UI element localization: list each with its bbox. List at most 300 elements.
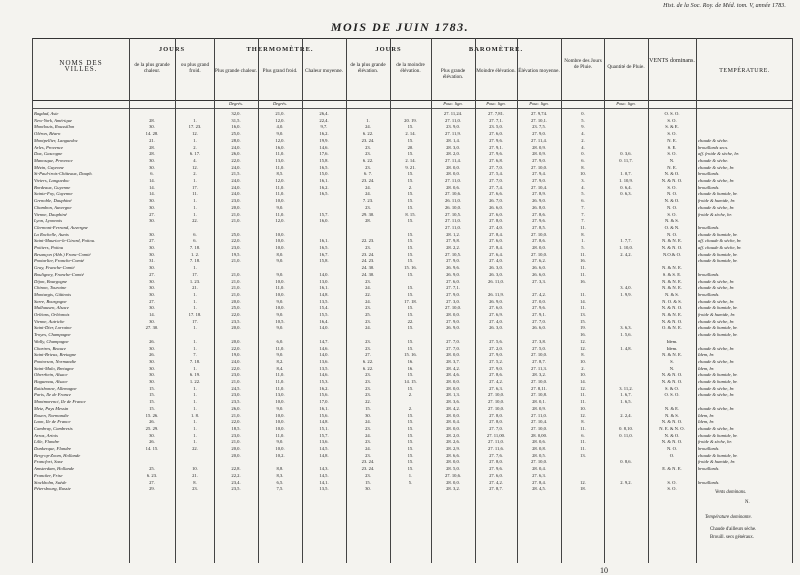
table-cell: 11. — [580, 392, 586, 398]
table-cell: 27. 11,4. — [531, 137, 547, 143]
city-name-cell: Grenoble, Dauphiné — [34, 198, 72, 204]
table-cell: S. & O. — [664, 385, 680, 391]
table-cell: 14,6. — [319, 345, 329, 351]
table-cell: 15,6. — [319, 412, 329, 418]
table-cell: 28. 1,4. — [446, 137, 460, 143]
city-name-cell: Laon, Ile de France — [34, 419, 71, 425]
table-cell: 26. 3,0. — [489, 325, 503, 331]
table-cell: 31,5. — [231, 117, 241, 123]
table-cell: 28. 0,0. — [446, 479, 460, 485]
table-cell: 1. 23. — [189, 278, 201, 284]
table-cell: 22,0. — [231, 345, 241, 351]
table-cell: 15. 26. — [145, 412, 159, 418]
table-cell: 28. 1,3. — [446, 392, 460, 398]
city-name-cell: Oléron, Béarn — [34, 131, 61, 137]
table-cell: 7. — [193, 352, 197, 358]
city-name-cell: Chinon, Touraine — [34, 285, 67, 291]
table-cell: 15,3. — [319, 379, 329, 384]
table-cell: 28. 0,0. — [446, 164, 460, 170]
table-cell: 0. — [581, 151, 585, 157]
table-cell: 26. 6,0. — [532, 325, 546, 331]
table-cell: 16,1. — [319, 285, 329, 291]
table-cell: 19,0. — [231, 352, 241, 358]
table-cell: 23. — [365, 164, 371, 170]
table-cell: 23. 7,5. — [532, 124, 546, 130]
table-cell: chaude & sèche, br. — [698, 345, 735, 351]
table-cell: N. & N. E. — [662, 312, 682, 317]
table-cell: 27. — [149, 479, 155, 485]
table-cell: 3. 6,3. — [620, 325, 632, 331]
table-cell: 24. 30. — [361, 265, 375, 271]
table-cell: 26. 10,0. — [444, 204, 462, 210]
table-cell: 22,8. — [231, 466, 241, 472]
table-cell: 7. 18. — [189, 245, 201, 250]
table-cell: 28. 0,00. — [530, 432, 548, 438]
table-cell: 27. 3,3. — [532, 278, 546, 284]
table-cell: 1. — [193, 137, 197, 143]
table-cell: 1. — [193, 439, 197, 445]
table-cell: 16,1. — [319, 238, 329, 244]
table-cell: 27. 8,9. — [532, 191, 546, 197]
table-cell: 27. 8,0. — [489, 412, 503, 418]
legend-temp-title: Température dominante. — [705, 515, 752, 520]
table-cell: 10,2. — [275, 452, 285, 458]
table-cell: 16,2. — [319, 385, 329, 391]
table-cell: 25,0. — [231, 131, 241, 137]
table-cell: 0. 8,6. — [620, 459, 632, 465]
table-cell: 27. 10,0. — [444, 305, 462, 311]
table-cell: 27. 6,4. — [489, 251, 503, 257]
table-cell: 16,5. — [319, 245, 329, 250]
table-cell: 1. 7,7. — [620, 238, 632, 244]
table-cell: 27. 8,7. — [489, 486, 503, 492]
table-cell: 14. — [149, 191, 155, 197]
table-cell: 27. 7,0. — [532, 318, 546, 324]
table-cell: 30. — [365, 486, 371, 492]
table-cell: 28. 4,2. — [446, 405, 460, 411]
table-cell: 27. 8,6. — [532, 211, 546, 217]
table-cell: 1. 22. — [189, 379, 201, 384]
table-cell: 21,0. — [231, 291, 241, 297]
table-cell: 30. — [149, 164, 155, 170]
table-cell: 15. — [407, 271, 414, 277]
table-cell: 16,7. — [319, 251, 329, 257]
table-cell: 23. — [365, 318, 371, 324]
table-cell: 28. 0,6. — [446, 184, 460, 190]
city-name-cell: Bordeaux, Guyenne — [34, 184, 71, 190]
table-cell: 15. — [407, 218, 414, 224]
table-cell: 28. 3,2. — [446, 486, 460, 492]
table-cell: 30. — [149, 204, 155, 210]
table-cell: N. & N. E. — [662, 238, 682, 244]
table-cell: 26. 3,0. — [489, 265, 503, 271]
table-cell: 20. — [407, 144, 414, 150]
legend-temp-line1: Chaude d'ailleurs sèche. — [710, 527, 757, 532]
table-cell: 15. — [407, 338, 414, 344]
legend-vents-title: Vents dominans. — [715, 490, 747, 495]
table-cell: 12. — [580, 338, 586, 344]
table-cell: 15. 16. — [404, 265, 417, 271]
table-cell: 28. 2,0. — [446, 432, 460, 438]
table-cell: 28,0. — [231, 137, 241, 143]
table-cell: 27. 8,0. — [489, 459, 503, 465]
table-cell: 16,1. — [319, 178, 329, 183]
header-nombre-pluie: Nombre des Jours de Pluie. — [564, 58, 602, 70]
table-cell: 24. 30. — [361, 271, 375, 277]
table-cell: 28. 0,5. — [532, 452, 546, 458]
table-cell: 0. 6,3. — [620, 191, 632, 197]
table-cell: chaude & humide, br. — [698, 305, 738, 311]
table-cell: 15. — [407, 251, 414, 257]
table-cell: S. O. — [667, 117, 677, 123]
table-cell: 5. — [581, 117, 585, 123]
table-cell: 19,5. — [231, 251, 241, 257]
city-name-cell: Pontarlier, Franche-Comté — [34, 258, 85, 264]
table-cell: 4. — [193, 157, 197, 163]
running-head: Hist. de la Soc. Roy. de Méd. tom. V, année 1783. — [663, 3, 786, 9]
table-cell: 27. 10,6. — [444, 472, 462, 478]
table-cell: S. O. — [667, 184, 677, 190]
table-cell: 26. 9,0. — [446, 325, 460, 331]
table-cell: S. O. — [667, 151, 677, 157]
table-cell: S. & E. — [665, 124, 679, 130]
table-cell: 9,7. — [320, 124, 328, 130]
table-cell: 22,4. — [319, 117, 329, 123]
city-name-cell: Saint-Maurice-le-Girard, Poitou. — [34, 238, 96, 244]
table-cell: 10. — [580, 372, 586, 378]
table-cell: 30. — [149, 365, 155, 371]
city-name-cell: Manosque, Provence — [34, 157, 73, 163]
table-cell: aff. froide & sèche, br. — [698, 151, 740, 157]
table-cell: 21,0. — [231, 412, 241, 418]
table-cell: 0. 11,0. — [619, 432, 633, 438]
table-cell: 16,0. — [319, 218, 329, 224]
table-cell: 1. 10,9. — [619, 178, 633, 183]
header-quantite-pluie: Quantité de Pluie. — [607, 64, 645, 70]
table-cell: 17. 18. — [188, 312, 202, 317]
city-name-cell: Montmorenci, Ile de France — [34, 399, 86, 405]
unit-pouces-pluie: Pouc. lign. — [616, 101, 636, 106]
table-cell: 9,0. — [276, 439, 284, 445]
table-cell: 7. — [581, 218, 585, 224]
table-cell: 1. — [193, 305, 197, 311]
table-cell: 11,0. — [275, 164, 285, 170]
table-cell: 27. 5,2. — [489, 358, 503, 364]
table-cell: 4,0. — [276, 124, 284, 130]
table-cell: 1. 8. — [190, 412, 200, 418]
table-cell: chaude & sèche, br. — [698, 164, 735, 170]
table-cell: 24. — [365, 432, 371, 438]
table-cell: 23. — [365, 372, 371, 378]
table-cell: 11. — [580, 439, 586, 445]
table-cell: 26,0. — [231, 405, 241, 411]
table-cell: 14. — [149, 184, 155, 190]
table-cell: 7. — [581, 204, 585, 210]
city-name-cell: Poitiers, Poitou — [34, 245, 64, 250]
table-cell: 30. — [149, 157, 155, 163]
unit-degres: Degrés. — [228, 101, 244, 106]
table-cell: brouillards. — [698, 184, 720, 190]
table-cell: 28. — [149, 144, 155, 150]
table-cell: 6. — [193, 231, 197, 237]
table-cell: 28. 0,0. — [446, 312, 460, 317]
table-cell: E. & N. E. — [662, 466, 682, 472]
table-cell: 14. — [149, 312, 155, 317]
table-cell: aff. chaude & sèche, br. — [698, 238, 742, 244]
table-cell: 14,0. — [319, 271, 329, 277]
table-cell: 22. — [192, 446, 198, 451]
table-cell: 27. 6,8. — [489, 157, 503, 163]
table-cell: 27. 7,0. — [446, 338, 460, 344]
table-cell: 27. 6,3. — [532, 472, 546, 478]
table-cell: 30. — [149, 251, 155, 257]
table-cell: 26. 7,0. — [489, 198, 503, 204]
table-cell: 24. — [365, 124, 371, 130]
table-cell: 1. — [366, 117, 370, 123]
table-cell: 12. — [580, 345, 586, 351]
table-cell: 17. 18. — [404, 298, 417, 304]
table-cell: 27. 10,5. — [444, 251, 462, 257]
header-thermometre-group: THERMOMÈTRE. — [246, 46, 314, 53]
table-cell: 2. — [581, 137, 585, 143]
table-cell: 8,2. — [276, 358, 284, 364]
table-cell: 25. 29. — [145, 425, 159, 431]
table-cell: 28. 0,9. — [532, 151, 546, 157]
table-cell: 13,6. — [319, 358, 329, 364]
table-cell: 27. 10,0. — [530, 459, 548, 465]
table-cell: 27. 11,9. — [445, 131, 461, 137]
table-cell: 30. — [149, 345, 155, 351]
table-cell: Idem, br. — [698, 365, 715, 371]
table-cell: 22,2. — [231, 472, 241, 478]
table-cell: 24,0. — [231, 144, 241, 150]
table-cell: S. O. — [667, 131, 677, 137]
table-cell: 28. 3,0. — [446, 144, 460, 150]
header-jours-chaleur: de la plus grande chaleur. — [134, 62, 170, 74]
table-cell: 27. 9,1. — [489, 144, 503, 150]
table-cell: 22. — [192, 218, 198, 224]
city-name-cell: Besançon (Abb.) Franc-Comté — [34, 251, 91, 257]
city-name-cell: New-York, Amérique — [34, 117, 73, 123]
table-cell: chaude & sèche, br. — [698, 358, 735, 364]
table-cell: 27. 8,6. — [489, 372, 503, 378]
table-cell: 15. 16. — [404, 352, 417, 358]
city-name-cell: Gray, Franche-Comté — [34, 265, 75, 271]
table-cell: 27. 4,2. — [532, 291, 546, 297]
table-cell: 28. 4,2. — [446, 365, 460, 371]
table-cell: 27. 11,0. — [445, 178, 461, 183]
table-cell: 17,0. — [319, 399, 329, 405]
table-cell: 28. 0,9. — [532, 405, 546, 411]
table-cell: 27. 4,0. — [489, 224, 503, 230]
table-cell: 1. — [193, 198, 197, 204]
table-cell: 27. 10,0. — [530, 352, 548, 358]
header-jours2-elevation: de la plus grande élévation. — [350, 62, 386, 74]
header-thermo-froid: Plus grand froid. — [262, 68, 298, 74]
table-cell: 9,0. — [276, 352, 284, 358]
city-name-cell: Paris, Ile de France — [34, 392, 71, 398]
table-cell: 16. — [407, 358, 414, 364]
table-cell: 2. 14. — [405, 157, 416, 163]
table-cell: 27. — [365, 352, 371, 358]
table-cell: 11. — [580, 399, 586, 405]
city-name-cell: Haguenau, Alsace — [34, 379, 68, 384]
table-cell: 15. — [407, 466, 414, 472]
table-cell: 26. — [149, 338, 155, 344]
table-cell: 1. — [193, 385, 197, 391]
table-cell: 15. — [407, 345, 414, 351]
table-cell: chaude & sèche, br. — [698, 405, 735, 411]
table-cell: 8. — [581, 164, 585, 170]
city-name-cell: La Rochelle, Aunis — [34, 231, 69, 237]
table-cell: 27. 11,3. — [531, 365, 547, 371]
table-cell: N. & N. O. — [661, 379, 683, 384]
table-cell: 15. — [407, 137, 414, 143]
legend-temp-line2: Brouill. secs généraux. — [710, 535, 754, 540]
table-cell: 0. 8,10. — [619, 425, 633, 431]
table-cell: N. O. — [666, 204, 678, 210]
table-cell: 27. 10,0. — [530, 251, 548, 257]
city-name-cell: Oberrhein, Alsace — [34, 372, 68, 378]
table-cell: 23,5. — [231, 399, 241, 405]
table-cell: 6. — [150, 171, 154, 177]
unit-pouces: Pouc. lign. — [529, 101, 549, 106]
table-cell: 24,0. — [231, 191, 241, 197]
table-cell: 15,6. — [319, 392, 329, 398]
table-cell: N. & N. O. — [661, 245, 683, 250]
table-cell: 13. — [580, 312, 586, 317]
table-cell: 8,5. — [276, 171, 284, 177]
table-cell: 15. — [407, 258, 414, 264]
table-cell: 11. — [580, 224, 586, 230]
table-cell: 27. 10,4. — [530, 184, 548, 190]
table-cell: 21,0. — [231, 379, 241, 384]
table-cell: 7,5. — [276, 486, 284, 492]
table-cell: 27. 8,11. — [531, 385, 547, 391]
table-cell: 27. — [149, 238, 155, 244]
table-cell: 23,5. — [231, 486, 241, 492]
table-cell: 27. 2,0. — [489, 345, 503, 351]
table-cell: 1. — [193, 432, 197, 438]
table-cell: 10. — [580, 358, 586, 364]
table-cell: 27. 6,0. — [489, 472, 503, 478]
table-cell: Idem, br. — [698, 352, 715, 358]
table-cell: 26. 9,6. — [446, 265, 460, 271]
table-cell: 27. 10,0. — [487, 405, 505, 411]
table-cell: 1. — [193, 325, 197, 331]
table-cell: 3. 4,0. — [620, 285, 632, 291]
table-cell: 14,0. — [319, 352, 329, 358]
table-cell: S. O. — [667, 479, 677, 485]
table-cell: 1. 6,7. — [620, 392, 632, 398]
table-cell: chaude & sèche, br. — [698, 385, 735, 391]
table-cell: N. & N. O. — [661, 178, 683, 183]
table-cell: 29. 30. — [361, 211, 375, 217]
city-name-cell: Sainte-Foy, Guyenne — [34, 191, 73, 197]
table-cell: 7. 18. — [189, 258, 201, 264]
table-cell: 28. 0,1. — [532, 399, 546, 405]
city-name-cell: Berg-op-Zoom, Hollande — [34, 452, 81, 458]
table-cell: 3. 11,2. — [619, 385, 633, 391]
table-cell: 9. 21. — [405, 164, 416, 170]
table-cell: 14. 15. — [145, 446, 159, 451]
city-name-cell: Stockholm, Suède — [34, 479, 67, 485]
table-cell: 2. 2,4. — [620, 412, 632, 418]
table-cell: 27. 9,0. — [532, 131, 546, 137]
table-cell: 1. — [581, 238, 585, 244]
city-name-cell: Troyes, Champagne — [34, 332, 71, 338]
table-cell: 18. — [580, 486, 586, 492]
table-cell: 21,0. — [231, 271, 241, 277]
table-cell: 28. 0,0. — [446, 379, 460, 384]
city-name-cell: Pétersbourg, Russie — [34, 486, 71, 492]
table-cell: 14. — [580, 298, 586, 304]
table-cell: 23. — [365, 472, 371, 478]
table-cell: 28. 4,6. — [446, 372, 460, 378]
table-cell: chaude & humide, br. — [698, 231, 738, 237]
table-cell: Idem, br. — [698, 419, 715, 425]
city-name-cell: Dunkerque, Flandre — [34, 446, 72, 451]
table-cell: 13,0. — [275, 392, 285, 398]
table-cell: 16,5. — [319, 191, 329, 197]
table-cell: 2. — [193, 144, 197, 150]
table-cell: 14,5. — [319, 446, 329, 451]
table-cell: 24. — [365, 446, 371, 451]
table-cell: S. E. — [667, 144, 677, 150]
table-cell: 10,0. — [275, 291, 285, 297]
table-cell: froide & sèche, br. — [698, 439, 732, 445]
table-cell: 27. — [149, 271, 155, 277]
table-cell: 26,0. — [231, 151, 241, 157]
table-cell: 27. 4,0. — [489, 258, 503, 264]
table-cell: 14,8. — [319, 452, 329, 458]
table-cell: 23. — [365, 345, 371, 351]
table-cell: 13,5. — [319, 298, 329, 304]
table-cell: 6. — [581, 198, 585, 204]
table-cell: 9,0. — [276, 258, 284, 264]
legend-vents-value: N. — [745, 500, 750, 505]
table-cell: Idem. — [666, 338, 678, 344]
table-cell: 6. 7. — [363, 171, 373, 177]
table-cell: 1. 9,9. — [620, 291, 632, 297]
table-cell: 27. 5,0. — [532, 345, 546, 351]
city-name-cell: Sarre, Bourgogne — [34, 298, 67, 304]
table-cell: 25. — [365, 312, 371, 317]
table-cell: 28. 0,9. — [532, 144, 546, 150]
table-cell: 28. 0,0. — [446, 385, 460, 391]
table-cell: 12. — [580, 385, 586, 391]
table-cell: brouillards. — [698, 479, 720, 485]
table-cell: 15. — [407, 452, 414, 458]
table-cell: 22,0. — [231, 419, 241, 425]
table-cell: 15. — [407, 238, 414, 244]
table-cell: 21,0. — [231, 278, 241, 284]
table-cell: 21,0. — [231, 258, 241, 264]
table-cell: 6. 17. — [189, 151, 201, 157]
table-cell: S. & S. E. — [662, 271, 682, 277]
table-cell: 5. — [581, 191, 585, 197]
table-cell: N. & S. — [664, 291, 680, 297]
table-cell: 15. — [407, 325, 414, 331]
header-jours2-group: JOURS — [375, 46, 402, 53]
table-cell: 11,0. — [275, 211, 285, 217]
table-cell: 21,0. — [231, 439, 241, 445]
table-cell: froide & humide, br. — [698, 459, 736, 465]
table-cell: 27. 9,0. — [532, 178, 546, 183]
table-cell: 27. 6,9. — [489, 312, 503, 317]
table-cell: 23,5. — [231, 318, 241, 324]
header-baro-moyenne: Élévation moyenne. — [518, 68, 560, 74]
